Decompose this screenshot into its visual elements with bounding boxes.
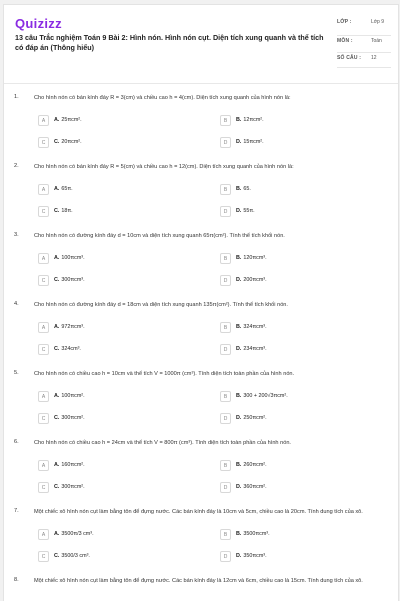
question-number: 8. [14,577,19,583]
option-text [54,277,85,283]
option-letter-box[interactable]: A [38,460,49,471]
question-text: Cho hình nón có bán kính đáy R = 5(cm) và chiều cao h = 12(cm). Diện tích xung quanh của hình nón là: [34,164,294,170]
question-number: 5. [14,370,19,376]
option-letter-box[interactable]: C [38,275,49,286]
option-letter-box[interactable]: B [220,529,231,540]
header-divider [4,83,398,84]
question-item [4,572,398,601]
worksheet-header [4,5,398,77]
question-number: 6. [14,439,19,445]
option-label: B. [236,462,242,468]
option-label: C. [54,484,60,490]
option-text [236,117,264,123]
option-label: D. [236,208,242,214]
option-letter-box[interactable]: A [38,391,49,402]
option-label: B. [236,255,242,261]
option-value: 350πcm³. [243,553,267,559]
option-value: 250πcm². [243,415,267,421]
meta-row [337,17,391,36]
question-text: Cho hình nón có đường kính đáy d = 18cm và diện tích xung quanh 135π(cm²). Tính thể tích khối nón. [34,302,288,308]
option-label: C. [54,415,60,421]
question-item [4,503,398,572]
option-letter-box[interactable]: C [38,344,49,355]
option-value: 160πcm². [61,462,85,468]
question-item [4,158,398,227]
option-letter-box[interactable]: A [38,529,49,540]
question-number: 3. [14,232,19,238]
option-text [54,117,82,123]
option-label: D. [236,277,242,283]
option-value: 324cm³. [61,346,81,352]
option-value: 3500π/3 cm³. [61,531,94,537]
option-text [236,531,270,537]
option-value: 200πcm³. [243,277,267,283]
option-label: C. [54,346,60,352]
option-text [236,186,251,192]
option-text [54,462,85,468]
option-value: 100πcm³. [61,255,85,261]
option-letter-box[interactable]: C [38,551,49,562]
worksheet-meta [337,17,391,68]
option-value: 234πcm³. [243,346,267,352]
option-text [54,208,73,214]
option-letter-box[interactable]: B [220,460,231,471]
option-label: C. [54,139,60,145]
question-item [4,434,398,503]
option-value: 300 + 200√3πcm². [243,393,288,399]
meta-row [337,53,391,68]
option-letter-box[interactable]: D [220,344,231,355]
meta-key: SỐ CÂU : [337,55,362,61]
question-text: Một chiếc xô hình nón cụt làm bằng tôn để đựng nước. Các bán kính đáy là 10cm và 5cm, chiều cao là 20cm. Tính dung tích của xô. [34,509,363,515]
option-text [54,324,85,330]
option-text [54,255,85,261]
quizizz-logo: Quizizz [15,16,62,31]
option-letter-box[interactable]: D [220,482,231,493]
option-letter-box[interactable]: A [38,322,49,333]
option-text [236,462,267,468]
option-value: 12πcm². [243,117,264,123]
worksheet-title: 13 câu Trắc nghiệm Toán 9 Bài 2: Hình nón. Hình nón cụt. Diện tích xung quanh và thể tích có đáp án (Thông hiểu) [15,33,324,52]
option-text [54,415,85,421]
meta-row [337,36,391,53]
option-text [236,277,267,283]
option-letter-box[interactable]: A [38,253,49,264]
option-label: D. [236,484,242,490]
question-item [4,296,398,365]
option-label: C. [54,277,60,283]
option-value: 324πcm³. [243,324,267,330]
option-letter-box[interactable]: A [38,184,49,195]
option-text [54,346,81,352]
option-label: A. [54,531,60,537]
option-text [236,255,267,261]
option-letter-box[interactable]: C [38,482,49,493]
option-letter-box[interactable]: B [220,391,231,402]
option-letter-box[interactable]: D [220,275,231,286]
meta-value: Lớp 9 [371,19,385,25]
worksheet-page [3,4,399,601]
option-label: B. [236,531,242,537]
option-label: A. [54,324,60,330]
question-text: Cho hình nón có bán kính đáy R = 3(cm) và chiều cao h = 4(cm). Diện tích xung quanh của hình nón là: [34,95,291,101]
option-text [54,393,85,399]
question-text: Cho hình nón có đường kính đáy d = 10cm và diện tích xung quanh 65π(cm²). Tính thể tích khối nón. [34,233,285,239]
option-letter-box[interactable]: C [38,413,49,424]
option-letter-box[interactable]: B [220,184,231,195]
option-value: 20πcm². [61,139,82,145]
option-text [54,553,90,559]
option-label: A. [54,393,60,399]
option-value: 100πcm². [61,393,85,399]
option-value: 300πcm³. [61,277,85,283]
option-text [236,139,264,145]
question-item [4,365,398,434]
option-text [236,553,267,559]
option-label: C. [54,553,60,559]
option-value: 300πcm². [61,415,85,421]
option-value: 65. [243,186,251,192]
option-text [236,393,288,399]
option-value: 260πcm². [243,462,267,468]
option-letter-box[interactable]: D [220,413,231,424]
question-number: 2. [14,163,19,169]
option-letter-box[interactable]: B [220,115,231,126]
option-letter-box[interactable]: B [220,322,231,333]
question-number: 7. [14,508,19,514]
meta-key: LỚP : [337,19,352,25]
question-list [4,89,398,601]
option-label: D. [236,415,242,421]
option-value: 360πcm². [243,484,267,490]
option-value: 25πcm². [61,117,82,123]
option-value: 972πcm³. [61,324,85,330]
option-label: B. [236,186,242,192]
option-text [54,484,85,490]
option-label: C. [54,208,60,214]
option-text [54,139,82,145]
option-label: A. [54,462,60,468]
option-label: A. [54,186,60,192]
option-letter-box[interactable]: A [38,115,49,126]
option-letter-box[interactable]: D [220,551,231,562]
option-value: 120πcm³. [243,255,267,261]
question-text: Cho hình nón có chiều cao h = 24cm và thể tích V = 800π (cm³). Tính diện tích toàn phần của hình nón. [34,440,291,446]
question-text: Một chiếc xô hình nón cụt làm bằng tôn để đựng nước. Các bán kính đáy là 12cm và 6cm, chiều cao là 15cm. Tính dung tích của xô. [34,578,363,584]
option-value: 55π. [243,208,255,214]
option-letter-box[interactable]: D [220,206,231,217]
option-letter-box[interactable]: D [220,137,231,148]
meta-key: MÔN : [337,38,353,44]
option-label: B. [236,324,242,330]
option-label: B. [236,393,242,399]
option-label: D. [236,346,242,352]
option-value: 300πcm². [61,484,85,490]
question-number: 4. [14,301,19,307]
option-value: 65π. [61,186,73,192]
option-letter-box[interactable]: B [220,253,231,264]
option-value: 15πcm². [243,139,264,145]
option-text [236,208,255,214]
option-label: A. [54,255,60,261]
option-text [236,324,267,330]
option-text [54,186,73,192]
option-letter-box[interactable]: C [38,137,49,148]
option-label: D. [236,139,242,145]
question-number: 1. [14,94,19,100]
question-text: Cho hình nón có chiều cao h = 10cm và thể tích V = 1000π (cm³). Tính diện tích toàn phần của hình nón. [34,371,295,377]
option-letter-box[interactable]: C [38,206,49,217]
question-item [4,89,398,158]
option-value: 18π. [61,208,73,214]
option-text [236,484,267,490]
option-text [236,346,267,352]
option-text [236,415,267,421]
option-label: B. [236,117,242,123]
option-value: 3500/3 cm³. [61,553,90,559]
option-label: D. [236,553,242,559]
meta-value: 12 [371,55,377,61]
option-text [54,531,94,537]
meta-value: Toán [371,38,382,44]
question-item [4,227,398,296]
option-label: A. [54,117,60,123]
option-value: 3500πcm³. [243,531,270,537]
